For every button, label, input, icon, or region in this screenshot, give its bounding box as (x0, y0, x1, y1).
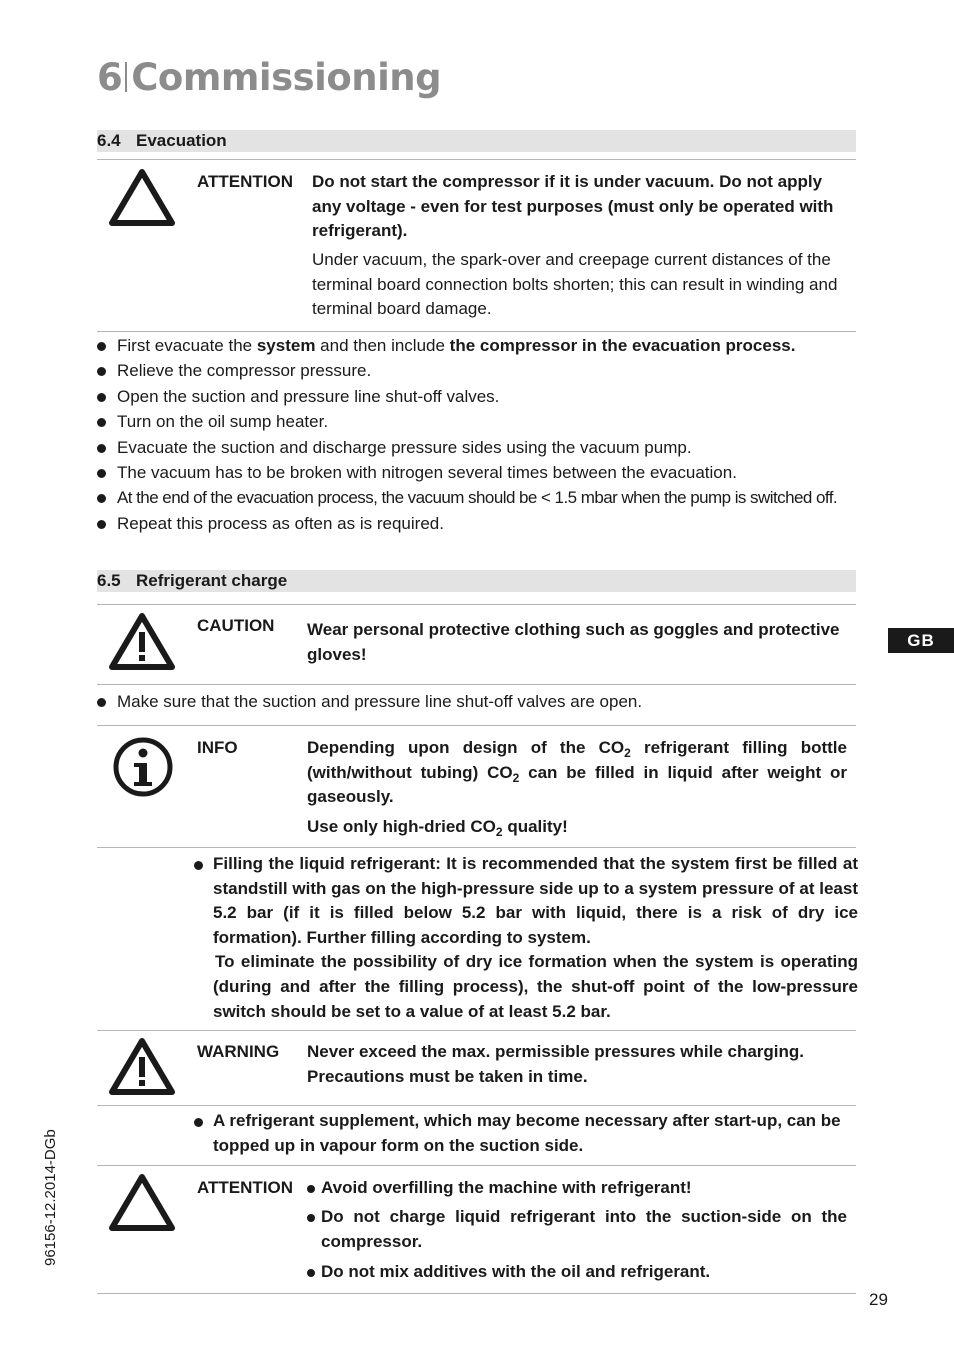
bullet-dot (194, 1118, 203, 1127)
divider (97, 725, 856, 726)
list-item: Turn on the oil sump heater. (97, 409, 837, 434)
divider (97, 1165, 856, 1166)
section-number: 6.5 (97, 571, 121, 590)
attention-explanation-text: Under vacuum, the spark-over and creepage current distances of the terminal board connection bolts shorten; this can result in winding and terminal board damage. (312, 250, 838, 318)
section-title: Evacuation (136, 131, 227, 150)
divider (97, 159, 856, 160)
divider (97, 1030, 856, 1031)
supplement-item (213, 1109, 853, 1158)
chapter-number: 6 (97, 56, 123, 99)
warning-label: WARNING (197, 1042, 280, 1061)
attention-label: ATTENTION (197, 172, 294, 191)
attention-item: Do not mix additives with the oil and refrigerant. (321, 1260, 851, 1285)
language-tab: GB (888, 628, 954, 653)
attention-triangle-icon (108, 1172, 176, 1232)
list-item: At the end of the evacuation process, the vacuum should be < 1.5 mbar when the pump is switched off. (97, 485, 837, 510)
divider (97, 331, 856, 332)
attention-triangle-icon (108, 167, 176, 227)
info-quality-text: Use only high-dried $CO_2$ quality! (307, 817, 568, 839)
attention-item: Do not charge liquid refrigerant into the suction-side on the compressor. (321, 1205, 847, 1254)
filling-paragraph-2: To eliminate the possibility of dry ice formation when the system is operating (during and after the filling process), the shut-off point of the low-pressure switch should be set to a value of at least 5.2 bar. (213, 952, 858, 1021)
filling-paragraph-1: Filling the liquid refrigerant: It is recommended that the system first be filled at standstill with gas on the high-pressure side up to a system pressure of at least 5.2 bar (if it is filled below 5.2 bar with liquid, there is a risk of dry ice formation). Further filling according to system. (213, 854, 858, 947)
chapter-separator (125, 62, 127, 92)
attention-label: ATTENTION (197, 1178, 294, 1197)
attention-warning-text: Do not start the compressor if it is under vacuum. Do not apply any voltage - even for test purposes (must only be operated with refrigerant). (312, 172, 834, 240)
warning-exclamation-triangle-icon (108, 1036, 176, 1096)
bullet-dot (307, 1185, 315, 1193)
list-item: Open the suction and pressure line shut-off valves. (97, 384, 837, 409)
list-item: Relieve the compressor pressure. (97, 358, 837, 383)
section-heading-refrigerant-charge (97, 570, 856, 592)
info-circle-icon (112, 736, 174, 798)
section-number: 6.4 (97, 131, 121, 150)
list-item: Make sure that the suction and pressure line shut-off valves are open. (97, 689, 642, 714)
filling-instructions (213, 852, 858, 1024)
page-number: 29 (869, 1290, 888, 1309)
bullet-dot (307, 1269, 315, 1277)
divider (97, 1293, 856, 1294)
list-item: Repeat this process as often as is required. (97, 511, 837, 536)
evacuation-steps-list (97, 333, 837, 536)
attention-item: Avoid overfilling the machine with refrigerant! (321, 1176, 851, 1201)
valves-list (97, 689, 642, 714)
warning-text: Never exceed the max. permissible pressures while charging. Precautions must be taken in time. (307, 1042, 805, 1086)
list-item: The vacuum has to be broken with nitrogen several times between the evacuation. (97, 460, 837, 485)
bullet-dot (194, 861, 203, 870)
divider (97, 1105, 856, 1106)
chapter-title: Commissioning (131, 56, 442, 99)
divider (97, 847, 856, 848)
info-text: Depending upon design of the $CO_2$ refrigerant filling bottle (with/without tubing) $CO_2$ can be filled in liquid after weight or gaseously. (307, 738, 848, 806)
list-item: First evacuate the system and then include the compressor in the evacuation process. (97, 333, 837, 358)
chapter-heading (97, 56, 441, 99)
supplement-text: A refrigerant supplement, which may become necessary after start-up, can be topped up in vapour form on the suction side. (213, 1111, 841, 1155)
divider (97, 684, 856, 685)
caution-text: Wear personal protective clothing such as goggles and protective gloves! (307, 620, 840, 664)
info-label: INFO (197, 738, 238, 757)
divider (97, 604, 856, 605)
list-item: Evacuate the suction and discharge pressure sides using the vacuum pump. (97, 435, 837, 460)
section-title: Refrigerant charge (136, 571, 288, 590)
caution-label: CAUTION (197, 616, 275, 635)
bullet-dot (307, 1214, 315, 1222)
caution-exclamation-triangle-icon (108, 611, 176, 671)
document-code: 96156-12.2014-DGb (42, 1129, 59, 1266)
section-heading-evacuation (97, 130, 856, 152)
